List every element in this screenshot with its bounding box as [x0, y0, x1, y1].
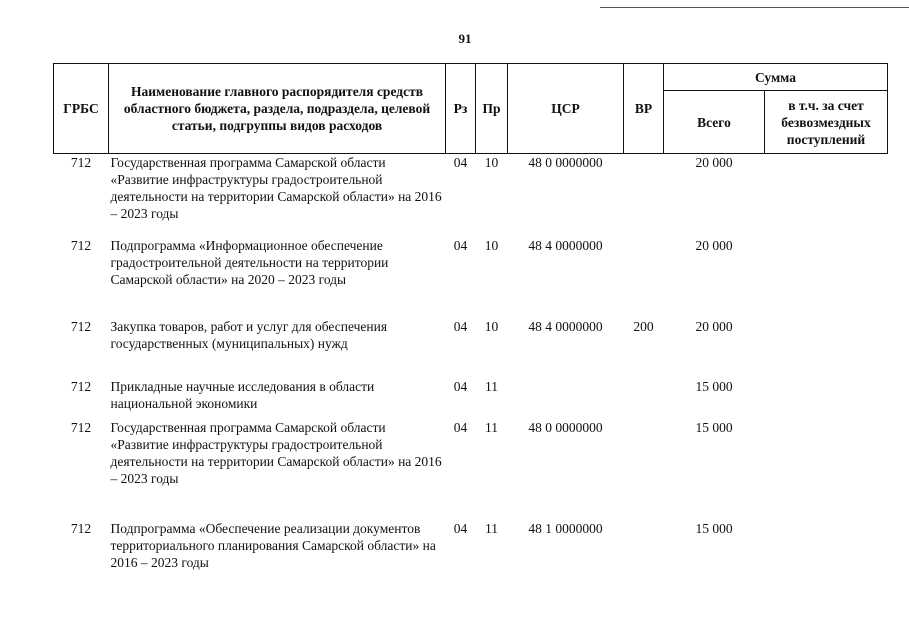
header-free: в т.ч. за счет безвозмездных поступлений: [765, 91, 888, 154]
cell-free: [765, 419, 888, 520]
cell-grbs: 712: [70, 155, 92, 170]
cell-free: [765, 154, 888, 237]
cell-name: Прикладные научные исследования в области национальной экономики: [110, 378, 375, 411]
cell-pr: 10: [484, 237, 499, 253]
header-total: Всего: [664, 91, 765, 154]
cell-free: [765, 318, 888, 378]
cell-vr: [624, 237, 664, 318]
cell-free: [765, 378, 888, 419]
cell-csr: [508, 378, 624, 419]
header-rz: Рз: [446, 64, 476, 154]
cell-rz: 04: [453, 155, 468, 170]
cell-free: [765, 237, 888, 318]
cell-csr: 48 4 0000000: [528, 318, 603, 334]
cell-name: Государственная программа Самарской области «Развитие инфраструктуры градостроительной деятельности на территории Самарской области» на 2016 – 2023 годы: [110, 419, 442, 486]
header-vr: ВР: [624, 64, 664, 154]
top-edge-line: [600, 7, 909, 8]
cell-total: 15 000: [695, 419, 733, 435]
cell-rz: 04: [453, 520, 468, 536]
cell-grbs: 712: [70, 419, 92, 435]
cell-rz: 04: [453, 419, 468, 435]
cell-name: Государственная программа Самарской области «Развитие инфраструктуры градостроительной деятельности на территории Самарской области» на 2016 – 2023 годы: [110, 155, 442, 221]
cell-name: Подпрограмма «Информационное обеспечение градостроительной деятельности на территории Самарской области» на 2020 – 2023 годы: [110, 237, 389, 287]
table-row: [54, 520, 888, 580]
cell-csr: 48 0 0000000: [528, 419, 603, 435]
table-row: [54, 419, 888, 520]
cell-name: Подпрограмма «Обеспечение реализации документов территориального планирования Самарской области» на 2016 – 2023 годы: [110, 520, 436, 570]
cell-total: 20 000: [695, 237, 733, 253]
cell-vr: [624, 154, 664, 237]
table-row: [54, 237, 888, 318]
cell-pr: 10: [484, 155, 499, 170]
cell-csr: 48 4 0000000: [528, 237, 603, 253]
cell-pr: 10: [484, 318, 499, 334]
cell-grbs: 712: [70, 378, 92, 394]
cell-vr: [624, 520, 664, 580]
cell-vr: [624, 419, 664, 520]
cell-rz: 04: [453, 378, 468, 394]
cell-grbs: 712: [70, 237, 92, 253]
header-pr: Пр: [476, 64, 508, 154]
budget-table: [53, 63, 888, 580]
cell-pr: 11: [485, 419, 498, 435]
page-number: 91: [458, 31, 472, 46]
table-row: [54, 154, 888, 237]
cell-rz: 04: [453, 237, 468, 253]
cell-grbs: 712: [70, 520, 92, 536]
header-csr: ЦСР: [508, 64, 624, 154]
cell-vr: 200: [633, 318, 654, 334]
header-name: Наименование главного распорядителя средств областного бюджета, раздела, подраздела, целевой статьи, подгруппы видов расходов: [109, 64, 446, 154]
cell-csr: 48 0 0000000: [528, 155, 603, 170]
cell-name: Закупка товаров, работ и услуг для обеспечения государственных (муниципальных) нужд: [110, 318, 388, 351]
cell-pr: 11: [485, 378, 498, 394]
cell-rz: 04: [453, 318, 468, 334]
header-grbs: ГРБС: [54, 64, 109, 154]
cell-total: 20 000: [695, 155, 733, 170]
table-row: [54, 378, 888, 419]
cell-vr: [624, 378, 664, 419]
table-row: [54, 318, 888, 378]
cell-free: [765, 520, 888, 580]
cell-pr: 11: [485, 520, 498, 536]
cell-total: 15 000: [695, 520, 733, 536]
cell-total: 15 000: [695, 378, 733, 394]
cell-grbs: 712: [70, 318, 92, 334]
cell-total: 20 000: [695, 318, 733, 334]
cell-csr: 48 1 0000000: [528, 520, 603, 536]
header-sum: Сумма: [664, 64, 888, 91]
